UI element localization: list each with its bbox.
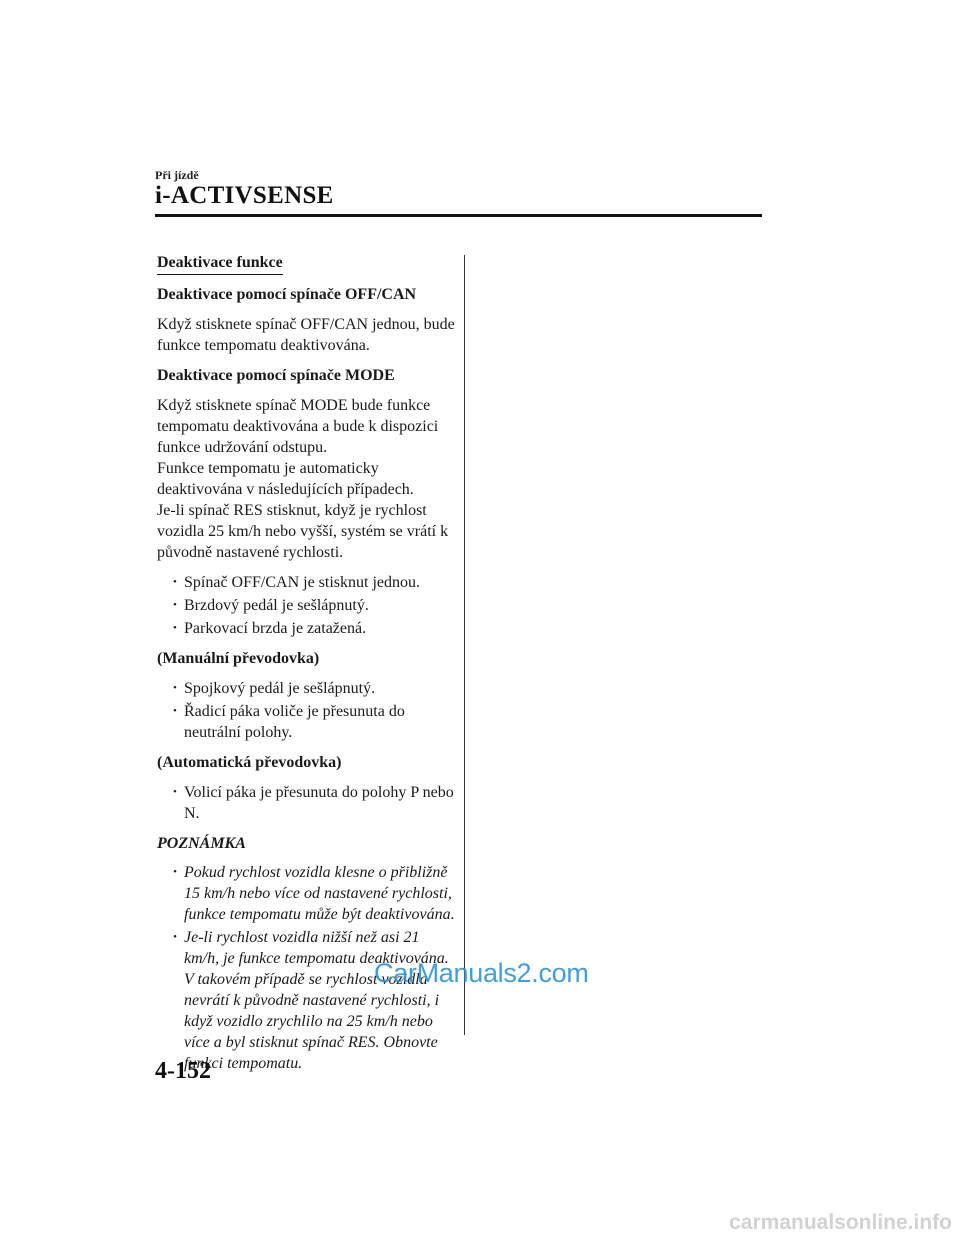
list-item: • Řadicí páka voliče je přesunuta do neutrální polohy. (157, 701, 457, 743)
paragraph-res: Je-li spínač RES stisknut, když je rychlost vozidla 25 km/h nebo vyšší, systém se vrátí k původně nastavené rychlosti. (157, 502, 449, 561)
column-divider (464, 255, 465, 1035)
list-item: • Parkovací brzda je zatažená. (157, 618, 457, 639)
paragraph-off-can: Když stisknete spínač OFF/CAN jednou, bude funkce tempomatu deaktivována. (157, 316, 455, 354)
page-number: 4-152 (155, 1058, 211, 1084)
note-item: • Je-li rychlost vozidla nižší než asi 21 km/h, je funkce tempomatu deaktivována. V takovém případě se rychlost vozidla nevrátí k původně nastavené rychlosti, i když vozidlo zrychlilo na 25 km/h nebo více a byl stisknut spínač RES. Obnovte funkci tempomatu. (157, 927, 457, 1074)
subheading-off-can: Deaktivace pomocí spínače OFF/CAN (157, 286, 417, 303)
paragraph-auto-deactivation: Funkce tempomatu je automaticky deaktivována v následujících případech. (157, 460, 414, 498)
section-label: Při jízdě (155, 168, 199, 182)
list-general (157, 572, 457, 639)
list-item: • Brzdový pedál je sešlápnutý. (157, 595, 457, 616)
paragraph-mode: Když stisknete spínač MODE bude funkce tempomatu deaktivována a bude k dispozici funkce udržování odstupu. (157, 397, 439, 456)
list-item: • Volicí páka je přesunuta do polohy P nebo N. (157, 782, 457, 824)
footer-site-watermark: carmanualsonline.info (729, 1211, 952, 1234)
header-rule (155, 214, 762, 217)
list-manual (157, 678, 457, 743)
note-title: POZNÁMKA (157, 835, 246, 852)
chapter-title: i-ACTIVSENSE (155, 182, 334, 209)
subheading-mode: Deaktivace pomocí spínače MODE (157, 367, 395, 384)
list-item: • Spínač OFF/CAN je stisknut jednou. (157, 572, 457, 593)
section-heading: Deaktivace funkce (157, 252, 283, 275)
watermark-logo: CarManuals2.com (374, 958, 589, 988)
subheading-automatic: (Automatická převodovka) (157, 754, 342, 771)
subheading-manual: (Manuální převodovka) (157, 650, 320, 667)
list-automatic (157, 782, 457, 824)
list-item: • Spojkový pedál je sešlápnutý. (157, 678, 457, 699)
note-item: • Pokud rychlost vozidla klesne o přibližně 15 km/h nebo více od nastavené rychlosti, funkce tempomatu může být deaktivována. (157, 862, 457, 925)
